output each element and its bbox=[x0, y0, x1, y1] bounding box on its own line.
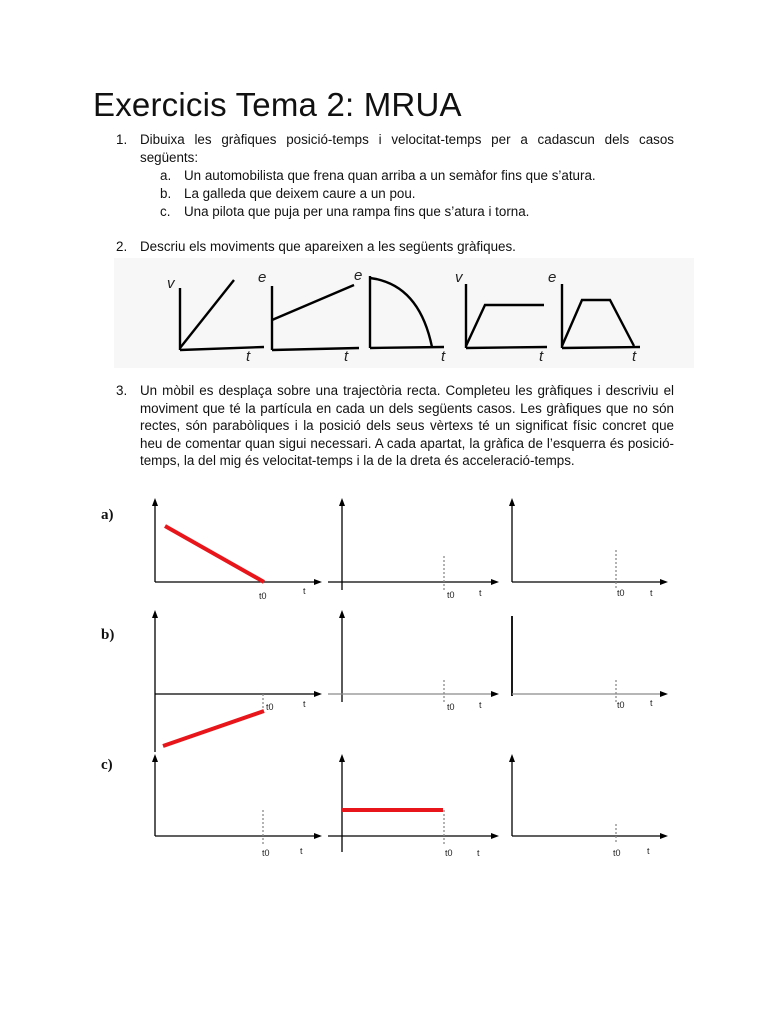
axis-label-x: t bbox=[344, 348, 349, 365]
t0-label: t0 bbox=[447, 702, 455, 712]
motion-graphs-figure bbox=[114, 258, 694, 368]
t0-label: t0 bbox=[617, 588, 625, 598]
t0-label: t0 bbox=[445, 848, 453, 858]
exercise-text: Un mòbil es desplaça sobre una trajectòria recta. Completeu les gràfiques i descriviu el moviment que té la partícula en cada un dels següents casos. Les gràfiques que no són rectes, són parabòliques i la posició dels seus vèrtexs té un significat físic concret que heu de comentar quan sigui necessari. A cada apartat, la gràfica de l’esquerra és posició-temps, la del mig és velocitat-temps i la de la dreta és acceleració-temps. bbox=[140, 383, 674, 469]
axis-label-y: e bbox=[548, 269, 557, 286]
t-label: t bbox=[479, 700, 482, 710]
list-text: La galleda que deixem caure a un pou. bbox=[184, 186, 416, 201]
t0-label: t0 bbox=[613, 848, 621, 858]
axis-label-y: e bbox=[354, 267, 363, 284]
row-label-c: c) bbox=[101, 757, 113, 773]
list-item bbox=[160, 185, 416, 203]
axis-label-y: v bbox=[455, 269, 463, 286]
list-letter: a. bbox=[160, 168, 172, 183]
t0-label: t0 bbox=[266, 702, 274, 712]
red-curve bbox=[163, 711, 264, 746]
t-label: t bbox=[303, 699, 306, 709]
exercise-number: 3. bbox=[116, 383, 128, 398]
t-label: t bbox=[650, 698, 653, 708]
x-axis bbox=[562, 347, 640, 348]
exercise-number: 2. bbox=[116, 239, 128, 254]
row-a-graphs bbox=[155, 502, 664, 590]
list-text: Una pilota que puja per una rampa fins que s’atura i torna. bbox=[184, 204, 530, 219]
list-item bbox=[160, 167, 596, 185]
exercise-2 bbox=[116, 238, 674, 256]
graph-position-time bbox=[155, 758, 318, 844]
graph-velocity-time bbox=[328, 614, 495, 702]
axis-label-y: v bbox=[167, 275, 175, 292]
exercise-3-graphs bbox=[0, 490, 768, 870]
row-c-graphs bbox=[155, 758, 664, 852]
axis-label-x: t bbox=[246, 348, 251, 365]
row-label-a: a) bbox=[101, 507, 114, 523]
graph-acceleration-time bbox=[512, 758, 664, 844]
t0-label: t0 bbox=[259, 591, 267, 601]
graph-position-time bbox=[155, 614, 318, 752]
row-label-b: b) bbox=[101, 627, 115, 643]
list-letter: c. bbox=[160, 204, 171, 219]
x-axis bbox=[370, 347, 444, 348]
list-letter: b. bbox=[160, 186, 172, 201]
axis-label-x: t bbox=[441, 348, 446, 365]
t0-label: t0 bbox=[447, 590, 455, 600]
graph-velocity-time bbox=[328, 502, 495, 590]
page-title: Exercicis Tema 2: MRUA bbox=[93, 86, 462, 123]
exercise-text: Dibuixa les gràfiques posició-temps i velocitat-temps per a cadascun dels casos següents: bbox=[140, 132, 674, 165]
t0-label: t0 bbox=[617, 700, 625, 710]
axis-label-x: t bbox=[539, 348, 544, 365]
t-label: t bbox=[303, 586, 306, 596]
graph-acceleration-time bbox=[512, 502, 664, 590]
t-label: t bbox=[300, 846, 303, 856]
t-label: t bbox=[650, 588, 653, 598]
list-item bbox=[160, 203, 529, 221]
axis-label-y: e bbox=[258, 269, 267, 286]
exercise-text: Descriu els moviments que apareixen a les següents gràfiques. bbox=[140, 239, 516, 254]
x-axis bbox=[466, 347, 547, 348]
exercise-number: 1. bbox=[116, 132, 128, 147]
graph-acceleration-time bbox=[512, 616, 664, 702]
graph-velocity-time bbox=[328, 758, 495, 852]
row-b-graphs bbox=[155, 614, 664, 752]
list-text: Un automobilista que frena quan arriba a un semàfor fins que s’atura. bbox=[184, 168, 596, 183]
t-label: t bbox=[477, 848, 480, 858]
graph-position-time bbox=[155, 502, 318, 582]
exercise-1 bbox=[116, 131, 674, 166]
axis-label-x: t bbox=[632, 348, 637, 365]
red-curve bbox=[165, 526, 264, 582]
t-label: t bbox=[479, 588, 482, 598]
t0-label: t0 bbox=[262, 848, 270, 858]
exercise-3 bbox=[116, 382, 674, 470]
figure-background bbox=[114, 258, 694, 368]
t-label: t bbox=[647, 846, 650, 856]
